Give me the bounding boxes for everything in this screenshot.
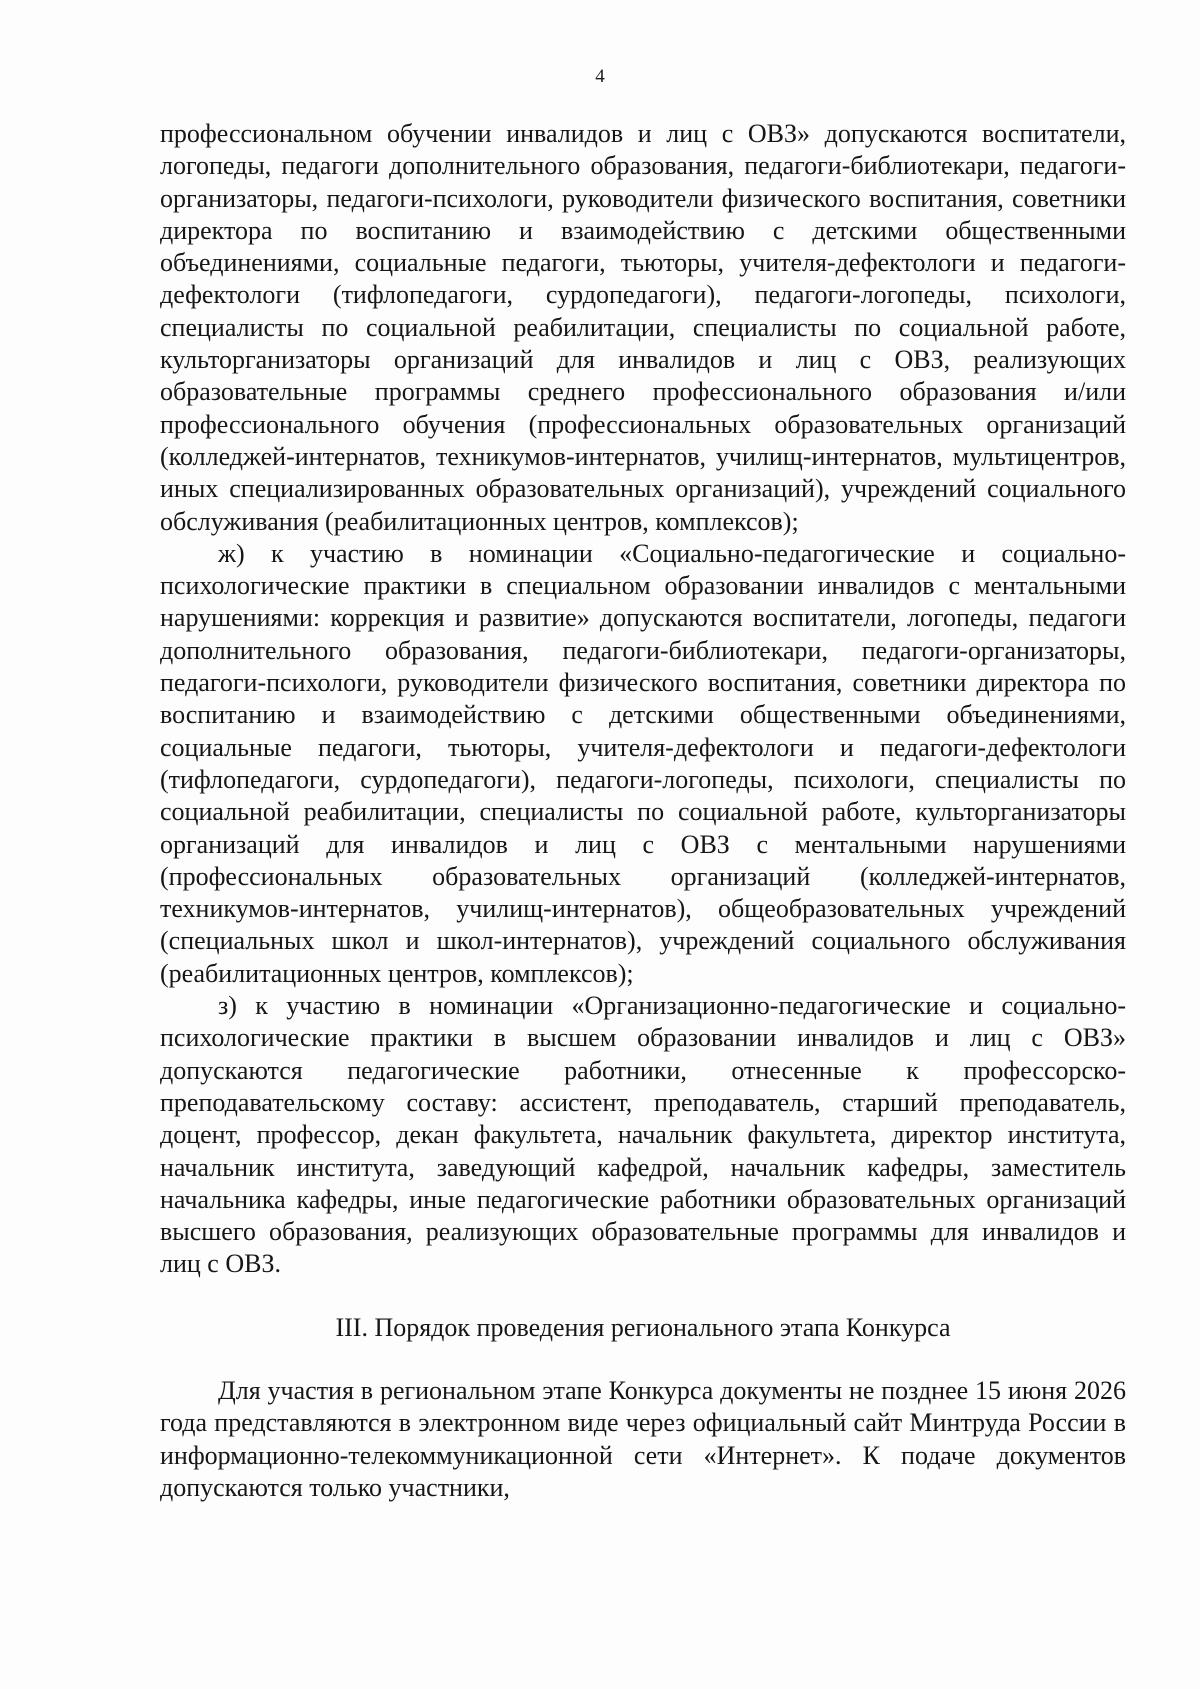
paragraph-section-three: Для участия в региональном этапе Конкурса документы не позднее 15 июня 2026 года представляются в электронном виде через официальный сайт Минтруда России в информационно-телекоммуникационной сети «Интернет». К подаче документов допускаются только участники, (160, 1375, 1126, 1502)
paragraph-continuation: профессиональном обучении инвалидов и лиц с ОВЗ» допускаются воспитатели, логопеды, педагоги дополнительного образования, педагоги-библиотекари, педагоги-организаторы, педагоги-психологи, руководители физического воспитания, советники директора по воспитанию и взаимодействию с детскими общественными объединениями, социальные педагоги, тьюторы, учителя-дефектологи и педагоги-дефектологи (тифлопедагоги, сурдопедагоги), педагоги-логопеды, психологи, специалисты по социальной реабилитации, специалисты по социальной работе, культорганизаторы организаций для инвалидов и лиц с ОВЗ, реализующих образовательные программы среднего профессионального образования и/или профессионального обучения (профессиональных образовательных организаций (колледжей-интернатов, техникумов-интернатов, училищ-интернатов, мультицентров, иных специализированных образовательных организаций), учреждений социального обслуживания (реабилитационных центров, комплексов); (160, 119, 1126, 536)
section-title: III. Порядок проведения регионального этапа Конкурса (335, 1312, 951, 1342)
page-number: 4 (595, 66, 605, 87)
document-body (160, 118, 1126, 1504)
paragraph-item-z: з) к участию в номинации «Организационно-педагогические и социально-психологические практики в высшем образовании инвалидов и лиц с ОВЗ» допускаются педагогические работники, отнесенные к профессорско-преподавательскому составу: ассистент, преподаватель, старший преподаватель, доцент, профессор, декан факультета, начальник факультета, директор института, начальник института, заведующий кафедрой, начальник кафедры, заместитель начальника кафедры, иные педагогические работники образовательных организаций высшего образования, реализующих образовательные программы для инвалидов и лиц с ОВЗ. (160, 991, 1126, 1279)
paragraph-item-zh: ж) к участию в номинации «Социально-педагогические и социально-психологические практики в специальном образовании инвалидов с ментальными нарушениями: коррекция и развитие» допускаются воспитатели, логопеды, педагоги дополнительного образования, педагоги-библиотекари, педагоги-организаторы, педагоги-психологи, руководители физического воспитания, советники директора по воспитанию и взаимодействию с детскими общественными объединениями, социальные педагоги, тьюторы, учителя-дефектологи и педагоги-дефектологи (тифлопедагоги, сурдопедагоги), педагоги-логопеды, психологи, специалисты по социальной реабилитации, специалисты по социальной работе, культорганизаторы организаций для инвалидов и лиц с ОВЗ с ментальными нарушениями (профессиональных образовательных организаций (колледжей-интернатов, техникумов-интернатов, училищ-интернатов), общеобразовательных учреждений (специальных школ и школ-интернатов), учреждений социального обслуживания (реабилитационных центров, комплексов); (160, 538, 1126, 988)
